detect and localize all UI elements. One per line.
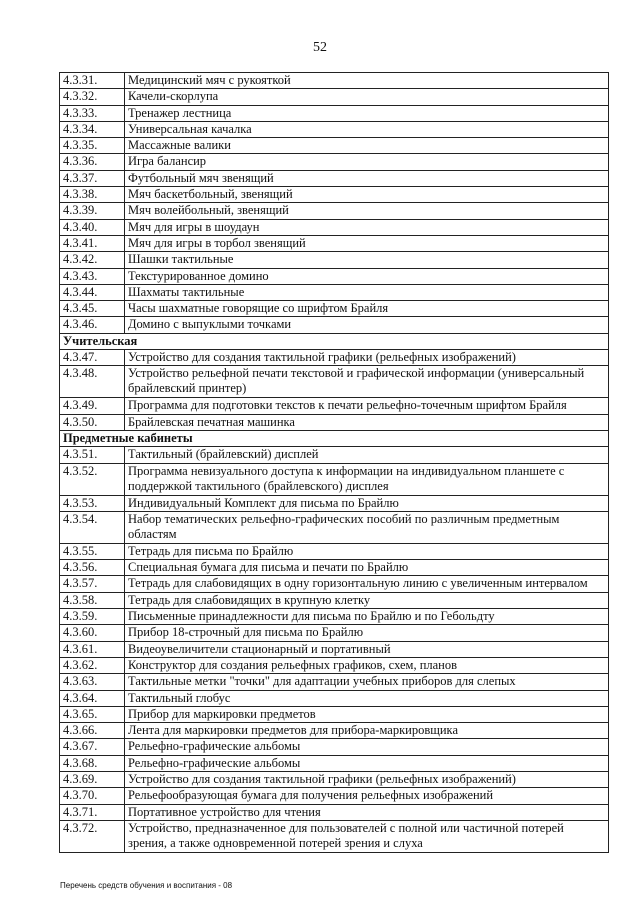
- item-name: Медицинский мяч с рукояткой: [125, 73, 609, 89]
- item-number: 4.3.65.: [60, 706, 125, 722]
- item-name: Тетрадь для письма по Брайлю: [125, 543, 609, 559]
- item-number: 4.3.56.: [60, 560, 125, 576]
- item-name: Мяч баскетбольный, звенящий: [125, 187, 609, 203]
- item-number: 4.3.45.: [60, 301, 125, 317]
- table-row: [60, 560, 609, 576]
- item-number: 4.3.42.: [60, 252, 125, 268]
- table-row: [60, 170, 609, 186]
- table-row: [60, 301, 609, 317]
- table-row: [60, 317, 609, 333]
- table-row: [60, 138, 609, 154]
- table-row: [60, 495, 609, 511]
- table-row: [60, 252, 609, 268]
- item-number: 4.3.53.: [60, 495, 125, 511]
- item-number: 4.3.31.: [60, 73, 125, 89]
- table-row: [60, 690, 609, 706]
- table-row: [60, 706, 609, 722]
- item-name: Специальная бумага для письма и печати по Брайлю: [125, 560, 609, 576]
- item-name: Прибор для маркировки предметов: [125, 706, 609, 722]
- item-number: 4.3.37.: [60, 170, 125, 186]
- table-row: [60, 739, 609, 755]
- item-name: Рельефообразующая бумага для получения рельефных изображений: [125, 788, 609, 804]
- item-name: Игра балансир: [125, 154, 609, 170]
- item-name: Тактильные метки "точки" для адаптации учебных приборов для слепых: [125, 674, 609, 690]
- item-name: Брайлевская печатная машинка: [125, 414, 609, 430]
- item-name: Устройство для создания тактильной графики (рельефных изображений): [125, 771, 609, 787]
- table-row: [60, 121, 609, 137]
- item-name: Мяч для игры в шоудаун: [125, 219, 609, 235]
- table-row: [60, 592, 609, 608]
- item-number: 4.3.50.: [60, 414, 125, 430]
- section-header-row: [60, 333, 609, 349]
- table-row: [60, 625, 609, 641]
- item-name: Текстурированное домино: [125, 268, 609, 284]
- item-number: 4.3.64.: [60, 690, 125, 706]
- item-number: 4.3.54.: [60, 511, 125, 543]
- item-name: Качели-скорлупа: [125, 89, 609, 105]
- items-table: [59, 72, 609, 853]
- item-number: 4.3.44.: [60, 284, 125, 300]
- item-name: Прибор 18-строчный для письма по Брайлю: [125, 625, 609, 641]
- table-row: [60, 820, 609, 852]
- table-row: [60, 609, 609, 625]
- item-number: 4.3.69.: [60, 771, 125, 787]
- item-number: 4.3.38.: [60, 187, 125, 203]
- page-footer: Перечень средств обучения и воспитания - 08: [60, 881, 233, 890]
- item-number: 4.3.59.: [60, 609, 125, 625]
- item-name: Тактильный (брайлевский) дисплей: [125, 447, 609, 463]
- item-number: 4.3.32.: [60, 89, 125, 105]
- item-name: Рельефно-графические альбомы: [125, 739, 609, 755]
- item-name: Видеоувеличители стационарный и портативный: [125, 641, 609, 657]
- table-row: [60, 105, 609, 121]
- item-name: Рельефно-графические альбомы: [125, 755, 609, 771]
- item-number: 4.3.41.: [60, 235, 125, 251]
- item-number: 4.3.43.: [60, 268, 125, 284]
- table-row: [60, 543, 609, 559]
- item-number: 4.3.68.: [60, 755, 125, 771]
- item-name: Устройство для создания тактильной графики (рельефных изображений): [125, 350, 609, 366]
- item-name: Индивидуальный Комплект для письма по Брайлю: [125, 495, 609, 511]
- item-number: 4.3.62.: [60, 657, 125, 673]
- item-name: Лента для маркировки предметов для прибора-маркировщика: [125, 723, 609, 739]
- item-number: 4.3.71.: [60, 804, 125, 820]
- item-name: Письменные принадлежности для письма по Брайлю и по Гебольдту: [125, 609, 609, 625]
- item-number: 4.3.72.: [60, 820, 125, 852]
- item-number: 4.3.35.: [60, 138, 125, 154]
- item-name: Мяч волейбольный, звенящий: [125, 203, 609, 219]
- item-number: 4.3.36.: [60, 154, 125, 170]
- item-number: 4.3.57.: [60, 576, 125, 592]
- item-number: 4.3.46.: [60, 317, 125, 333]
- table-row: [60, 154, 609, 170]
- table-row: [60, 219, 609, 235]
- item-name: Домино с выпуклыми точками: [125, 317, 609, 333]
- table-row: [60, 771, 609, 787]
- table-row: [60, 804, 609, 820]
- item-number: 4.3.63.: [60, 674, 125, 690]
- page-number: 52: [313, 40, 327, 55]
- item-name: Тетрадь для слабовидящих в крупную клетку: [125, 592, 609, 608]
- item-number: 4.3.39.: [60, 203, 125, 219]
- table-row: [60, 235, 609, 251]
- section-title: Учительская: [60, 333, 609, 349]
- table-row: [60, 641, 609, 657]
- item-name: Часы шахматные говорящие со шрифтом Брайля: [125, 301, 609, 317]
- item-name: Мяч для игры в торбол звенящий: [125, 235, 609, 251]
- table-row: [60, 73, 609, 89]
- item-name: Устройство рельефной печати текстовой и графической информации (универсальный брайлевский принтер): [125, 366, 609, 398]
- table-row: [60, 657, 609, 673]
- table-row: [60, 447, 609, 463]
- item-number: 4.3.58.: [60, 592, 125, 608]
- item-number: 4.3.49.: [60, 398, 125, 414]
- item-name: Тактильный глобус: [125, 690, 609, 706]
- item-number: 4.3.67.: [60, 739, 125, 755]
- table-row: [60, 268, 609, 284]
- items-table-body: [60, 73, 609, 853]
- item-number: 4.3.48.: [60, 366, 125, 398]
- table-row: [60, 674, 609, 690]
- item-name: Шашки тактильные: [125, 252, 609, 268]
- section-header-row: [60, 430, 609, 446]
- item-name: Набор тематических рельефно-графических пособий по различным предметным областям: [125, 511, 609, 543]
- table-row: [60, 89, 609, 105]
- table-row: [60, 511, 609, 543]
- item-number: 4.3.70.: [60, 788, 125, 804]
- item-number: 4.3.34.: [60, 121, 125, 137]
- table-row: [60, 187, 609, 203]
- table-row: [60, 463, 609, 495]
- item-number: 4.3.66.: [60, 723, 125, 739]
- item-name: Тетрадь для слабовидящих в одну горизонтальную линию с увеличенным интервалом: [125, 576, 609, 592]
- table-row: [60, 350, 609, 366]
- item-name: Универсальная качалка: [125, 121, 609, 137]
- item-name: Конструктор для создания рельефных графиков, схем, планов: [125, 657, 609, 673]
- item-number: 4.3.51.: [60, 447, 125, 463]
- table-row: [60, 284, 609, 300]
- item-name: Программа невизуального доступа к информации на индивидуальном планшете с поддержкой тактильного (брайлевского) дисплея: [125, 463, 609, 495]
- table-row: [60, 203, 609, 219]
- item-name: Шахматы тактильные: [125, 284, 609, 300]
- table-row: [60, 366, 609, 398]
- item-number: 4.3.60.: [60, 625, 125, 641]
- table-row: [60, 398, 609, 414]
- item-name: Портативное устройство для чтения: [125, 804, 609, 820]
- item-number: 4.3.61.: [60, 641, 125, 657]
- item-name: Программа для подготовки текстов к печати рельефно-точечным шрифтом Брайля: [125, 398, 609, 414]
- item-number: 4.3.40.: [60, 219, 125, 235]
- table-row: [60, 414, 609, 430]
- item-name: Футбольный мяч звенящий: [125, 170, 609, 186]
- item-number: 4.3.47.: [60, 350, 125, 366]
- item-name: Устройство, предназначенное для пользователей с полной или частичной потерей зрения, а также одновременной потерей зрения и слуха: [125, 820, 609, 852]
- table-row: [60, 755, 609, 771]
- item-number: 4.3.55.: [60, 543, 125, 559]
- item-name: Массажные валики: [125, 138, 609, 154]
- item-number: 4.3.33.: [60, 105, 125, 121]
- table-row: [60, 788, 609, 804]
- table-row: [60, 723, 609, 739]
- item-name: Тренажер лестница: [125, 105, 609, 121]
- table-row: [60, 576, 609, 592]
- section-title: Предметные кабинеты: [60, 430, 609, 446]
- item-number: 4.3.52.: [60, 463, 125, 495]
